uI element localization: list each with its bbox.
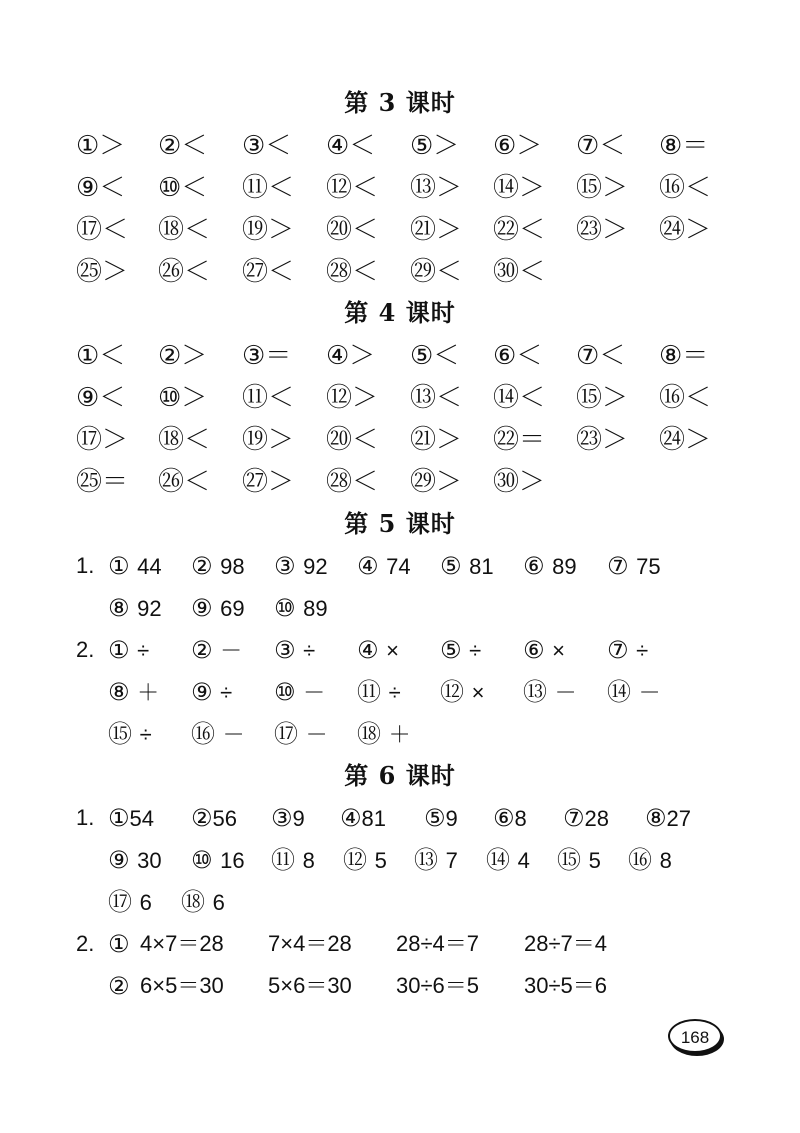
compare-answer: ㉙＞ <box>410 467 463 497</box>
answer-row <box>0 171 800 205</box>
numbered-answer <box>628 843 672 878</box>
equation: 28÷4＝7 <box>396 931 480 956</box>
operator-answer: ÷ <box>137 638 150 663</box>
equation: 5×6＝30 <box>268 973 352 998</box>
compare-answer: ㉚＜ <box>493 257 546 287</box>
operator-answer: × <box>471 680 485 705</box>
compare-answer: ⑤＞ <box>410 131 460 161</box>
compare-answer: ⑦＜ <box>576 131 626 161</box>
operator-answer: × <box>386 638 400 663</box>
answer-row <box>0 591 800 625</box>
answer-value: 8 <box>302 848 315 873</box>
compare-answer: ⑰＞ <box>76 425 129 455</box>
circled-number: ⑧ <box>108 594 130 622</box>
compare-answer: ㉘＜ <box>326 467 379 497</box>
circled-number: ⑨ <box>108 846 130 874</box>
circled-number: ⑦ <box>563 804 585 832</box>
numbered-answer <box>108 717 152 752</box>
operator-answer: － <box>303 680 326 705</box>
compare-answer: ⑰＜ <box>76 215 129 245</box>
equation: 28÷7＝4 <box>524 931 608 956</box>
compare-answer: ④＜ <box>326 131 376 161</box>
circled-number: ⑮ <box>557 846 581 874</box>
compare-answer: ⑨＜ <box>76 173 126 203</box>
circled-number: ① <box>108 636 130 664</box>
numbered-answer <box>271 843 315 878</box>
answer-row <box>0 213 800 247</box>
circled-number: ③ <box>274 636 296 664</box>
circled-number: ⑦ <box>607 552 629 580</box>
circled-number: ② <box>191 636 213 664</box>
compare-answer: ⑭＜ <box>493 383 546 413</box>
answer-row <box>0 465 800 499</box>
circled-number: ⑰ <box>274 720 298 748</box>
compare-answer: ⑪＜ <box>242 383 295 413</box>
compare-answer: ⑲＞ <box>242 215 295 245</box>
circled-number: ⑩ <box>274 594 296 622</box>
circled-number: ④ <box>340 804 362 832</box>
circled-number: ⑭ <box>486 846 510 874</box>
operator-answer: － <box>638 680 661 705</box>
compare-answer: ㉔＞ <box>659 425 712 455</box>
numbered-answer <box>424 801 458 836</box>
circled-number: ⑬ <box>523 678 547 706</box>
answer-value: 7 <box>445 848 458 873</box>
compare-answer: ㉕＞ <box>76 257 129 287</box>
answer-value: 5 <box>588 848 601 873</box>
numbered-answer <box>191 843 245 878</box>
numbered-answer <box>274 591 328 626</box>
circled-number: ⑮ <box>108 720 132 748</box>
operator-answer: ＋ <box>388 722 411 747</box>
circled-number: ⑩ <box>274 678 296 706</box>
circled-number: ⑤ <box>440 552 462 580</box>
circled-number: ⑫ <box>343 846 367 874</box>
operator-answer: ＋ <box>137 680 160 705</box>
numbered-answer <box>414 843 458 878</box>
circled-number: ⑬ <box>414 846 438 874</box>
operator-answer: ÷ <box>139 722 152 747</box>
circled-number-mark: ① <box>108 930 130 958</box>
compare-answer: ⑬＜ <box>410 383 463 413</box>
answer-row <box>0 927 800 961</box>
circled-number: ⑱ <box>357 720 381 748</box>
compare-answer: ㉙＜ <box>410 257 463 287</box>
numbered-answer <box>191 549 245 584</box>
section-6-heading: 第 6 课时 <box>344 761 456 790</box>
numbered-answer <box>108 549 162 584</box>
answer-value: 8 <box>659 848 672 873</box>
answer-value: 8 <box>514 806 527 831</box>
compare-answer: ㉓＞ <box>576 215 629 245</box>
question-number: 1. <box>76 553 95 578</box>
compare-answer: ②＜ <box>158 131 208 161</box>
compare-answer: ⑳＜ <box>326 425 379 455</box>
compare-answer: ㉓＞ <box>576 425 629 455</box>
compare-answer: ㉘＜ <box>326 257 379 287</box>
circled-number: ④ <box>357 552 379 580</box>
numbered-answer <box>271 801 305 836</box>
numbered-answer <box>340 801 386 836</box>
answer-value: 44 <box>137 554 162 579</box>
answer-value: 89 <box>303 596 328 621</box>
compare-answer: ⑦＜ <box>576 341 626 371</box>
answer-row <box>0 423 800 457</box>
section-4-heading: 第 4 课时 <box>344 298 456 327</box>
numbered-answer <box>607 633 648 668</box>
numbered-answer <box>274 633 315 668</box>
compare-answer: ⑭＞ <box>493 173 546 203</box>
answer-row <box>0 633 800 667</box>
operator-answer: ÷ <box>636 638 649 663</box>
compare-answer: ①＜ <box>76 341 126 371</box>
answer-value: 92 <box>137 596 162 621</box>
circled-number: ⑪ <box>357 678 381 706</box>
answer-value: 69 <box>220 596 245 621</box>
compare-answer: ㉕＝ <box>76 467 129 497</box>
answer-value: 54 <box>129 806 154 831</box>
answer-row <box>0 129 800 163</box>
compare-answer: ②＞ <box>158 341 208 371</box>
answer-row <box>0 801 800 835</box>
compare-answer: ㉖＜ <box>158 257 211 287</box>
compare-answer: ⑮＞ <box>576 383 629 413</box>
circled-number: ⑫ <box>440 678 464 706</box>
equation: 7×4＝28 <box>268 931 352 956</box>
operator-answer: － <box>222 722 245 747</box>
question-number: 2. <box>76 637 95 662</box>
circled-number: ⑭ <box>607 678 631 706</box>
compare-answer: ㉒＜ <box>493 215 546 245</box>
numbered-answer <box>108 633 149 668</box>
numbered-answer <box>108 843 162 878</box>
answer-row <box>0 843 800 877</box>
circled-number: ⑯ <box>191 720 215 748</box>
answer-row <box>0 381 800 415</box>
numbered-answer <box>343 843 387 878</box>
compare-answer: ①＞ <box>76 131 126 161</box>
operator-answer: ÷ <box>388 680 401 705</box>
numbered-answer <box>108 801 154 836</box>
compare-answer: ㉗＜ <box>242 257 295 287</box>
numbered-answer <box>486 843 530 878</box>
compare-answer: ⑯＜ <box>659 383 712 413</box>
answer-value: 9 <box>445 806 458 831</box>
answer-value: 30 <box>137 848 162 873</box>
equation: 4×7＝28 <box>140 931 224 956</box>
answer-row <box>0 885 800 919</box>
circled-number-mark: ② <box>108 972 130 1000</box>
circled-number: ③ <box>271 804 293 832</box>
circled-number: ② <box>191 552 213 580</box>
circled-number <box>108 969 130 1003</box>
circled-number: ⑧ <box>645 804 667 832</box>
numbered-answer <box>191 717 245 752</box>
operator-answer: ÷ <box>220 680 233 705</box>
circled-number: ⑰ <box>108 888 132 916</box>
answer-value: 92 <box>303 554 328 579</box>
equation: 30÷6＝5 <box>396 973 480 998</box>
compare-answer: ⑱＜ <box>158 425 211 455</box>
compare-answer: ⑤＜ <box>410 341 460 371</box>
equation: 30÷5＝6 <box>524 973 608 998</box>
compare-answer: ⑩＜ <box>158 173 208 203</box>
circled-number: ② <box>191 804 213 832</box>
numbered-answer <box>493 801 527 836</box>
operator-answer: × <box>552 638 566 663</box>
compare-answer: ㉑＞ <box>410 215 463 245</box>
answer-value: 16 <box>220 848 245 873</box>
answer-value: 6 <box>139 890 152 915</box>
circled-number: ⑧ <box>108 678 130 706</box>
compare-answer: ⑥＜ <box>493 341 543 371</box>
numbered-answer <box>440 633 481 668</box>
numbered-answer <box>274 717 328 752</box>
answer-value: 28 <box>584 806 609 831</box>
compare-answer: ⑧＝ <box>659 131 709 161</box>
compare-answer: ③＜ <box>242 131 292 161</box>
compare-answer: ⑮＞ <box>576 173 629 203</box>
page-number-badge: 168 <box>668 1019 722 1053</box>
compare-answer: ⑱＜ <box>158 215 211 245</box>
circled-number: ⑤ <box>440 636 462 664</box>
answer-value: 4 <box>517 848 530 873</box>
numbered-answer <box>607 675 661 710</box>
compare-answer: ㉔＞ <box>659 215 712 245</box>
operator-answer: ÷ <box>469 638 482 663</box>
operator-answer: ÷ <box>303 638 316 663</box>
section-5-heading: 第 5 课时 <box>344 509 456 538</box>
compare-answer: ㉖＜ <box>158 467 211 497</box>
numbered-answer <box>607 549 661 584</box>
answer-row <box>0 675 800 709</box>
answer-row <box>0 339 800 373</box>
answer-row <box>0 969 800 1003</box>
numbered-answer <box>274 549 328 584</box>
numbered-answer <box>357 633 399 668</box>
numbered-answer <box>357 717 411 752</box>
answer-value: 81 <box>361 806 386 831</box>
circled-number: ⑨ <box>191 594 213 622</box>
circled-number: ⑱ <box>181 888 205 916</box>
circled-number: ⑪ <box>271 846 295 874</box>
answer-row <box>0 549 800 583</box>
compare-answer: ⑪＜ <box>242 173 295 203</box>
compare-answer: ⑫＜ <box>326 173 379 203</box>
compare-answer: ⑨＜ <box>76 383 126 413</box>
answer-value: 89 <box>552 554 577 579</box>
compare-answer: ㉚＞ <box>493 467 546 497</box>
answer-row <box>0 717 800 751</box>
circled-number: ⑤ <box>424 804 446 832</box>
numbered-answer <box>645 801 691 836</box>
question-number: 2. <box>76 931 95 956</box>
circled-number: ⑯ <box>628 846 652 874</box>
numbered-answer <box>191 675 232 710</box>
circled-number: ③ <box>274 552 296 580</box>
numbered-answer <box>523 549 577 584</box>
compare-answer: ⑫＞ <box>326 383 379 413</box>
answer-value: 9 <box>292 806 305 831</box>
numbered-answer <box>357 549 411 584</box>
answer-value: 56 <box>212 806 237 831</box>
answer-value: 27 <box>666 806 691 831</box>
numbered-answer <box>191 801 237 836</box>
numbered-answer <box>108 885 152 920</box>
compare-answer: ㉒＝ <box>493 425 546 455</box>
circled-number: ⑥ <box>493 804 515 832</box>
answer-value: 98 <box>220 554 245 579</box>
compare-answer: ⑥＞ <box>493 131 543 161</box>
circled-number: ⑩ <box>191 846 213 874</box>
compare-answer: ⑲＞ <box>242 425 295 455</box>
operator-answer: － <box>220 638 243 663</box>
numbered-answer <box>108 675 159 710</box>
circled-number: ⑥ <box>523 552 545 580</box>
numbered-answer <box>191 633 242 668</box>
circled-number: ⑥ <box>523 636 545 664</box>
circled-number: ④ <box>357 636 379 664</box>
compare-answer: ㉑＞ <box>410 425 463 455</box>
answer-value: 6 <box>212 890 225 915</box>
numbered-answer <box>357 675 401 710</box>
numbered-answer <box>108 591 162 626</box>
circled-number: ① <box>108 804 130 832</box>
operator-answer: － <box>554 680 577 705</box>
equation: 6×5＝30 <box>140 973 224 998</box>
operator-answer: － <box>305 722 328 747</box>
compare-answer: ⑳＜ <box>326 215 379 245</box>
compare-answer: ⑬＞ <box>410 173 463 203</box>
compare-answer: ⑯＜ <box>659 173 712 203</box>
compare-answer: ⑧＝ <box>659 341 709 371</box>
circled-number: ⑨ <box>191 678 213 706</box>
numbered-answer <box>557 843 601 878</box>
answer-value: 5 <box>374 848 387 873</box>
numbered-answer <box>523 633 565 668</box>
numbered-answer <box>563 801 609 836</box>
numbered-answer <box>523 675 577 710</box>
circled-number <box>108 927 130 961</box>
question-number: 1. <box>76 805 95 830</box>
answer-row <box>0 255 800 289</box>
numbered-answer <box>274 675 325 710</box>
compare-answer: ③＝ <box>242 341 292 371</box>
answer-value: 81 <box>469 554 494 579</box>
compare-answer: ④＞ <box>326 341 376 371</box>
numbered-answer <box>440 549 494 584</box>
compare-answer: ⑩＞ <box>158 383 208 413</box>
answer-value: 74 <box>386 554 411 579</box>
circled-number: ① <box>108 552 130 580</box>
circled-number: ⑦ <box>607 636 629 664</box>
numbered-answer <box>440 675 485 710</box>
compare-answer: ㉗＞ <box>242 467 295 497</box>
numbered-answer <box>181 885 225 920</box>
numbered-answer <box>191 591 245 626</box>
section-3-heading: 第 3 课时 <box>344 88 456 117</box>
answer-value: 75 <box>636 554 661 579</box>
